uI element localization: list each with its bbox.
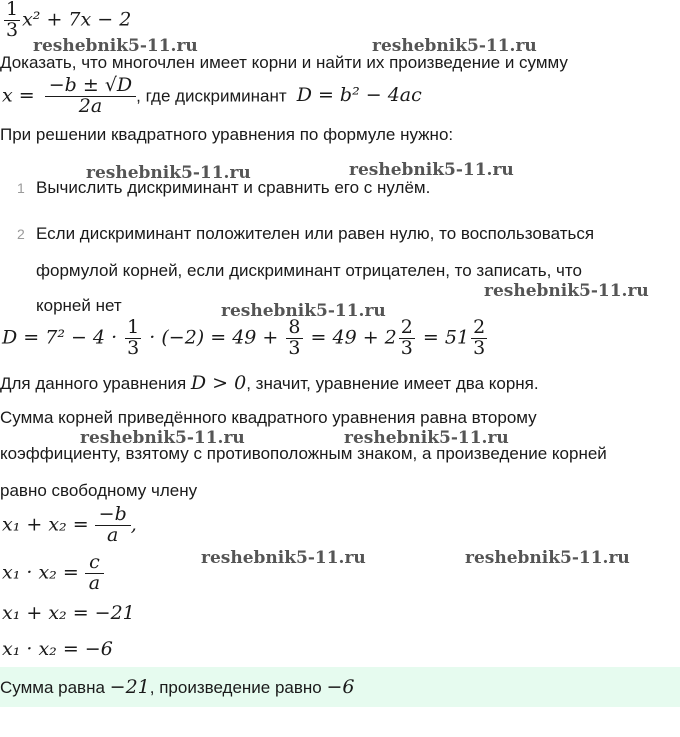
sum-result: x₁ + x₂ = −21: [2, 602, 135, 624]
calc-part: = 51: [422, 326, 470, 349]
formula-x: x =: [2, 84, 35, 107]
calc-fraction: [125, 318, 141, 359]
watermark: reshebnik5-11.ru: [349, 160, 514, 180]
watermark: reshebnik5-11.ru: [80, 428, 245, 448]
task-text: Доказать, что многочлен имеет корни и найти их произведение и сумму: [0, 53, 568, 72]
fraction-numerator: 1: [127, 316, 140, 338]
polynomial: [2, 0, 131, 41]
vieta-fraction: [97, 505, 129, 546]
intro-text: При решении квадратного уравнения по формуле нужно:: [0, 125, 454, 144]
watermark: reshebnik5-11.ru: [484, 281, 649, 301]
formula-text: , где дискриминант: [136, 86, 287, 106]
vieta-text-line: Сумма корней приведённого квадратного уравнения равна второму: [0, 408, 537, 427]
root-formula: [2, 76, 422, 117]
watermark: reshebnik5-11.ru: [33, 36, 198, 56]
answer-sum: −21: [109, 676, 150, 698]
vieta-text-line: равно свободному члену: [0, 481, 198, 500]
root-fraction: [47, 76, 134, 117]
vieta-fraction: [87, 553, 102, 594]
calc-fraction: [286, 318, 302, 359]
discriminant-calculation: [2, 318, 489, 359]
list-item-line: Если дискриминант положителен или равен нулю, то воспользоваться: [36, 224, 595, 243]
answer-line: [0, 676, 355, 698]
fraction-denominator: 2a: [45, 96, 136, 117]
calc-part: D = 7² − 4 ·: [2, 326, 118, 349]
formula-lhs: x₁ · x₂ =: [2, 561, 79, 584]
watermark: reshebnik5-11.ru: [465, 548, 630, 568]
fraction-denominator: a: [95, 525, 131, 546]
fraction-numerator: c: [89, 551, 100, 573]
fraction-denominator: 3: [127, 336, 140, 359]
answer-mid: , произведение равно: [149, 678, 322, 697]
fraction-numerator: 1: [6, 0, 19, 20]
fraction-numerator: −b: [98, 503, 127, 525]
answer-pre: Сумма равна: [0, 678, 105, 697]
calc-fraction: [471, 318, 487, 359]
product-result: x₁ · x₂ = −6: [2, 638, 113, 660]
d-positive-expr: D > 0: [190, 372, 247, 394]
fraction-numerator: 8: [288, 316, 301, 338]
watermark: reshebnik5-11.ru: [86, 163, 251, 183]
watermark: reshebnik5-11.ru: [201, 548, 366, 568]
vieta-product-formula: [2, 553, 104, 594]
fraction-denominator: 3: [400, 336, 413, 359]
answer-product: −6: [326, 676, 355, 698]
fraction-numerator: −b ± √D: [48, 74, 133, 96]
d-positive-post: , значит, уравнение имеет два корня.: [246, 374, 539, 393]
fraction-numerator: 2: [400, 316, 413, 338]
calc-fraction: [399, 318, 415, 359]
calc-part: = 49 + 2: [310, 326, 397, 349]
vieta-text-line: коэффициенту, взятому с противоположным знаком, а произведение корней: [0, 444, 607, 463]
watermark: reshebnik5-11.ru: [372, 36, 537, 56]
list-item-line: формулой корней, если дискриминант отрицателен, то записать, что: [36, 261, 582, 280]
list-number: 2: [17, 226, 25, 242]
fraction-denominator: 3: [6, 18, 19, 41]
list-item: Вычислить дискриминант и сравнить его с нулём.: [36, 178, 431, 197]
fraction-denominator: 3: [288, 336, 301, 359]
polynomial-rest: x² + 7x − 2: [22, 8, 132, 31]
formula-tail: ,: [130, 513, 137, 536]
fraction-denominator: a: [85, 573, 104, 594]
calc-part: · (−2) = 49 +: [149, 326, 279, 349]
list-number: 1: [17, 180, 25, 196]
d-positive-pre: Для данного уравнения: [0, 374, 187, 393]
fraction-denominator: 3: [473, 336, 486, 359]
polynomial-fraction: [4, 0, 20, 41]
fraction-numerator: 2: [473, 316, 486, 338]
list-item-line: корней нет: [36, 296, 122, 315]
formula-lhs: x₁ + x₂ =: [2, 513, 89, 536]
vieta-sum-formula: [2, 505, 137, 546]
watermark: reshebnik5-11.ru: [221, 301, 386, 321]
discriminant-formula: D = b² − 4ac: [296, 84, 422, 107]
watermark: reshebnik5-11.ru: [344, 428, 509, 448]
d-positive-line: [0, 372, 539, 394]
